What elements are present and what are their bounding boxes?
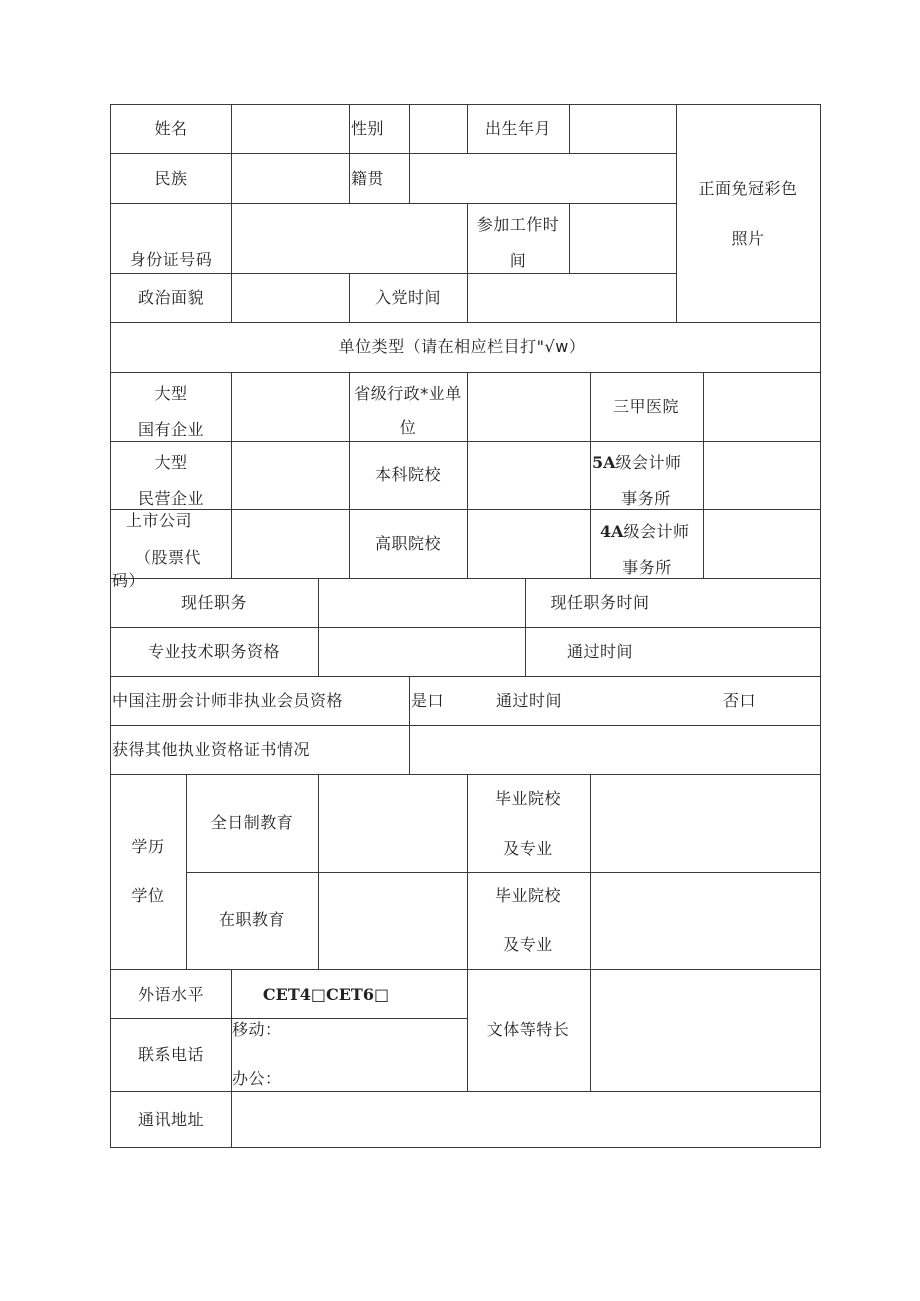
label-cpa-pass-time: 通过时间 xyxy=(496,691,563,710)
unit-type-header: 单位类型（请在相应栏目打"√w） xyxy=(338,337,586,356)
unit-listed-line1: 上市公司 xyxy=(125,511,193,530)
unit-listed-clip xyxy=(112,566,230,590)
grid-line xyxy=(349,273,350,323)
label-fulltime-school-line1: 毕业院校 xyxy=(494,789,562,808)
label-native-place: 籍贯 xyxy=(351,169,385,188)
label-current-position: 现任职务 xyxy=(180,593,248,612)
unit-4a-prefix: 4A xyxy=(600,522,624,541)
grid-line xyxy=(409,676,410,775)
grid-line xyxy=(110,322,821,323)
label-mobile-phone: 移动： xyxy=(232,1020,282,1039)
label-fulltime-education: 全日制教育 xyxy=(210,813,294,832)
unit-5a-suffix: 级会计师 xyxy=(615,453,682,472)
label-phone: 联系电话 xyxy=(137,1045,205,1064)
grid-line xyxy=(110,725,821,726)
cpa-yes-option: 是口 xyxy=(411,691,445,710)
grid-line xyxy=(231,969,232,1148)
label-cpa-membership: 中国注册会计师非执业会员资格 xyxy=(112,691,344,710)
unit-large-private-line1: 大型 xyxy=(154,453,188,472)
grid-line xyxy=(318,578,319,677)
grid-line xyxy=(110,441,821,442)
unit-vocational-college: 高职院校 xyxy=(374,534,442,553)
unit-4a-suffix: 级会计师 xyxy=(623,522,690,541)
label-id-number: 身份证号码 xyxy=(129,250,213,269)
unit-undergrad-college: 本科院校 xyxy=(374,465,442,484)
grid-line xyxy=(110,273,677,274)
unit-4a-firm-line2: 事务所 xyxy=(622,558,672,577)
grid-line xyxy=(110,627,821,628)
grid-line xyxy=(349,104,350,204)
grid-line xyxy=(676,104,677,323)
label-inservice-school-line2: 及专业 xyxy=(503,935,553,954)
grid-line xyxy=(409,104,410,204)
grid-line xyxy=(590,774,591,970)
grid-line xyxy=(590,372,591,579)
grid-line xyxy=(110,509,821,510)
grid-line xyxy=(186,774,187,970)
unit-5a-prefix: 5A xyxy=(592,453,616,472)
unit-large-soe-line2: 国有企业 xyxy=(137,420,205,439)
unit-4a-clip xyxy=(591,552,702,578)
grid-line xyxy=(703,372,704,579)
label-other-certificates: 获得其他执业资格证书情况 xyxy=(112,740,311,759)
grid-line xyxy=(231,104,232,323)
label-party-join-time: 入党时间 xyxy=(374,288,442,307)
grid-line xyxy=(110,1091,821,1092)
table-border-right xyxy=(820,104,821,1148)
grid-line xyxy=(467,104,468,154)
grid-line xyxy=(110,578,821,579)
grid-line xyxy=(467,203,468,323)
grid-line xyxy=(467,372,468,579)
label-political-status: 政治面貌 xyxy=(137,288,205,307)
grid-line xyxy=(110,1018,467,1019)
label-address: 通讯地址 xyxy=(137,1110,205,1129)
cpa-no-option: 否口 xyxy=(723,691,757,710)
grid-line xyxy=(467,774,468,970)
label-inservice-school-line1: 毕业院校 xyxy=(494,886,562,905)
unit-top-hospital: 三甲医院 xyxy=(612,397,680,416)
grid-line xyxy=(110,969,821,970)
unit-large-soe-line1: 大型 xyxy=(154,384,188,403)
grid-line xyxy=(186,872,821,873)
grid-line xyxy=(590,969,591,1092)
grid-line xyxy=(110,153,677,154)
label-birth-date: 出生年月 xyxy=(484,119,552,138)
label-talents: 文体等特长 xyxy=(486,1020,570,1039)
unit-large-private-line2: 民营企业 xyxy=(137,489,205,508)
label-office-phone: 办公： xyxy=(232,1069,282,1088)
grid-line xyxy=(569,203,570,274)
label-qualification-pass-time: 通过时间 xyxy=(566,642,634,661)
grid-line xyxy=(569,104,570,154)
table-border-top xyxy=(110,104,821,105)
table-border-bottom xyxy=(110,1147,821,1148)
unit-provincial-line1: 省级行政*业单 xyxy=(354,384,462,403)
unit-4a-firm-line1 xyxy=(600,522,690,542)
grid-line xyxy=(318,774,319,970)
label-inservice-education: 在职教育 xyxy=(218,910,286,929)
label-education-line1: 学历 xyxy=(131,837,165,856)
language-level-options: CET4□CET6□ xyxy=(262,985,390,1004)
grid-line xyxy=(110,203,677,204)
unit-listed-line2: （股票代 xyxy=(134,548,202,567)
photo-label-line1: 正面免冠彩色 xyxy=(698,179,798,198)
unit-provincial-line2: 位 xyxy=(399,418,417,437)
grid-line xyxy=(110,372,821,373)
grid-line xyxy=(110,676,821,677)
unit-5a-firm-line2: 事务所 xyxy=(621,489,671,508)
label-education-line2: 学位 xyxy=(131,886,165,905)
label-fulltime-school-line2: 及专业 xyxy=(503,839,553,858)
grid-line xyxy=(349,372,350,579)
label-gender: 性别 xyxy=(351,119,385,138)
label-foreign-language: 外语水平 xyxy=(137,985,205,1004)
label-work-start-line2: 间 xyxy=(509,251,527,270)
photo-label-line2: 照片 xyxy=(731,229,765,248)
label-work-start-line1: 参加工作时 xyxy=(476,215,560,234)
unit-5a-firm-line1 xyxy=(592,453,682,473)
label-tech-qualification: 专业技术职务资格 xyxy=(147,642,281,661)
label-name: 姓名 xyxy=(154,119,188,138)
unit-listed-line3: 码） xyxy=(112,571,146,590)
grid-line xyxy=(525,578,526,677)
grid-line xyxy=(110,774,821,775)
grid-line xyxy=(231,372,232,579)
grid-line xyxy=(467,969,468,1092)
label-ethnicity: 民族 xyxy=(154,169,188,188)
table-border-left xyxy=(110,104,111,1148)
label-current-position-time: 现任职务时间 xyxy=(550,593,650,612)
